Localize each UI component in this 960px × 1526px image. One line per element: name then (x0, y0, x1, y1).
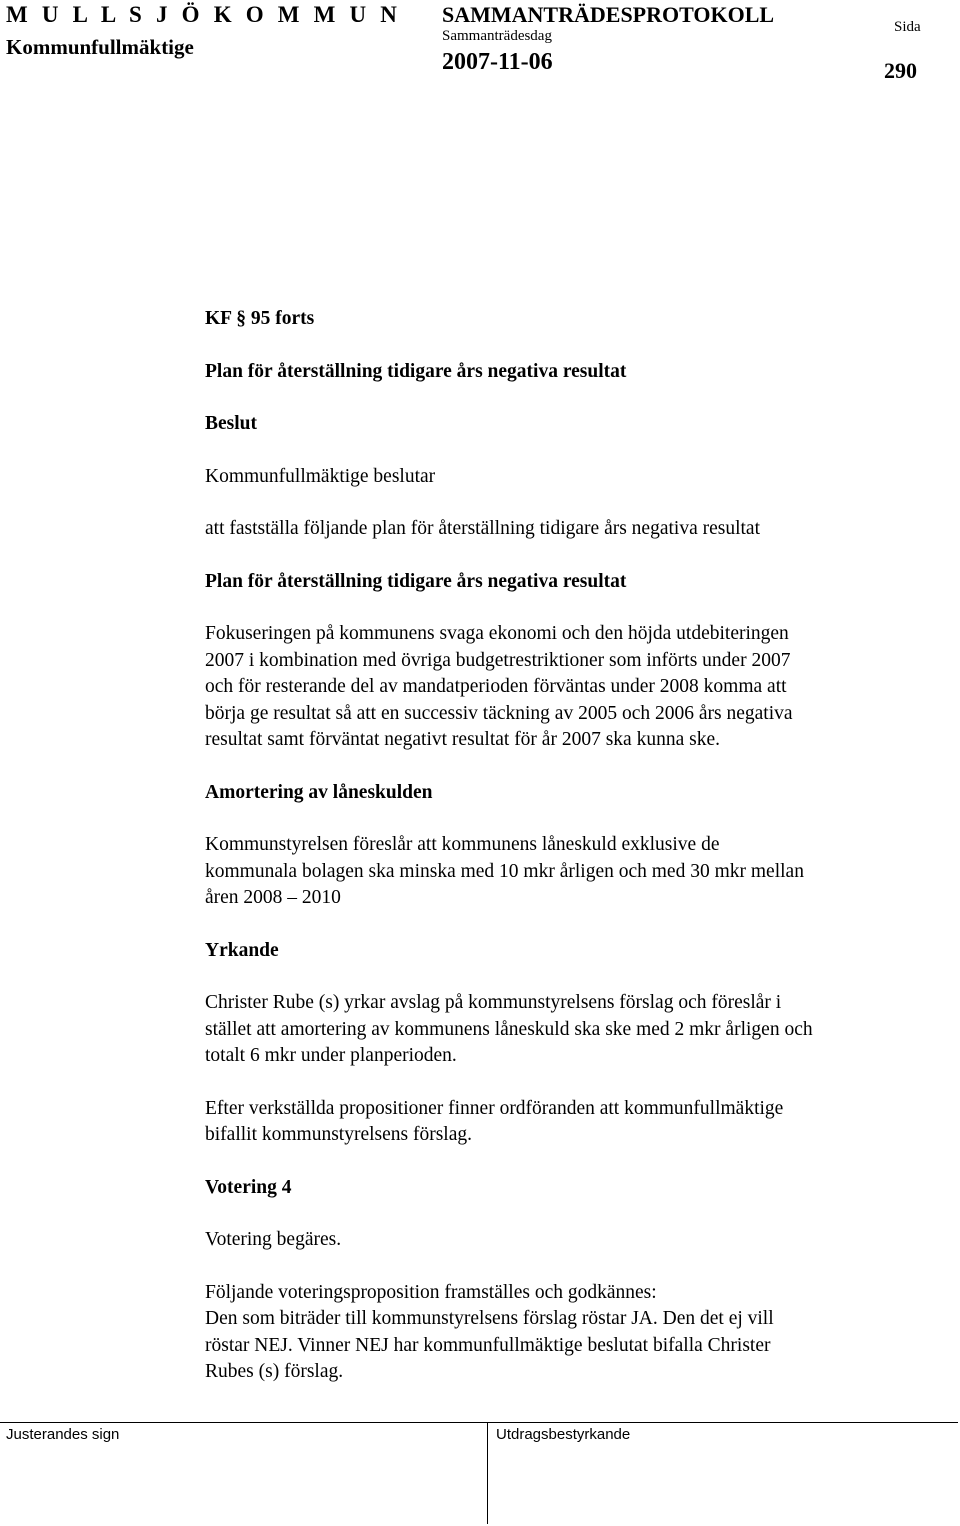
text-line: börja ge resultat så att en successiv täckning av 2005 och 2006 års negativa (205, 702, 793, 724)
plan-paragraph (205, 621, 945, 754)
text-line: Följande voteringsproposition framställes och godkännes: (205, 1281, 657, 1303)
amortering-heading: Amortering av låneskulden (205, 781, 433, 803)
text-line: stället att amortering av kommunens låneskuld ska ske med 2 mkr årligen och (205, 1018, 813, 1040)
text-line: resultat samt förväntat negativt resultat för år 2007 ska kunna ske. (205, 729, 720, 750)
yrkande-paragraph (205, 990, 945, 1070)
text-line: bifallit kommunstyrelsens förslag. (205, 1124, 473, 1145)
text-line: Den som biträder till kommunstyrelsens förslag röstar JA. Den det ej vill (205, 1308, 774, 1329)
text-line: 2007 i kombination med övriga budgetrestriktioner som införts under 2007 (205, 649, 791, 671)
paragraph-reference: KF § 95 forts (205, 308, 315, 329)
text-line: Fokuseringen på kommunens svaga ekonomi och den höjda utdebiteringen (205, 623, 789, 644)
footer-divider (0, 1422, 958, 1423)
text-line: Kommunstyrelsen föreslår att kommunens låneskuld exklusive de (205, 834, 720, 855)
assembly-name: Kommunfullmäktige (6, 35, 194, 59)
votering-heading: Votering 4 (205, 1176, 292, 1198)
text-line: Rubes (s) förslag. (205, 1361, 344, 1382)
text-line: Efter verkställda propositioner finner ordföranden att kommunfullmäktige (205, 1097, 784, 1119)
text-line: och för resterande del av mandatperioden förväntas under 2008 komma att (205, 676, 787, 697)
amortering-paragraph (205, 832, 945, 912)
text-line: Christer Rube (s) yrkar avslag på kommunstyrelsens förslag och föreslår i (205, 992, 782, 1013)
text-line: totalt 6 mkr under planperioden. (205, 1045, 457, 1066)
footer-column-divider (487, 1422, 488, 1524)
votering-requested: Votering begäres. (205, 1229, 342, 1250)
certification-label: Utdragsbestyrkande (496, 1426, 631, 1443)
proposition-paragraph (205, 1096, 945, 1149)
plan-heading: Plan för återställning tidigare års negativa resultat (205, 570, 627, 592)
yrkande-heading: Yrkande (205, 939, 279, 961)
text-line: kommunala bolagen ska minska med 10 mkr årligen och med 30 mkr mellan (205, 860, 804, 882)
date-label: Sammanträdesdag (442, 28, 552, 44)
text-line: röstar NEJ. Vinner NEJ har kommunfullmäktige beslutat bifalla Christer (205, 1334, 771, 1356)
page-label: Sida (894, 19, 921, 35)
document-type: SAMMANTRÄDESPROTOKOLL (442, 2, 775, 27)
section-title: Plan för återställning tidigare års negativa resultat (205, 360, 627, 382)
meeting-date: 2007-11-06 (442, 49, 553, 75)
page-number: 290 (884, 58, 917, 83)
protocol-content (205, 306, 945, 1386)
beslut-intro: Kommunfullmäktige beslutar (205, 465, 436, 487)
signature-label: Justerandes sign (6, 1426, 120, 1443)
beslut-text: att fastställa följande plan för återställning tidigare års negativa resultat (205, 518, 760, 539)
text-line: åren 2008 – 2010 (205, 887, 341, 908)
beslut-heading: Beslut (205, 413, 258, 434)
votering-paragraph (205, 1280, 945, 1386)
organization-name: M U L L S J Ö K O M M U N (6, 2, 402, 27)
